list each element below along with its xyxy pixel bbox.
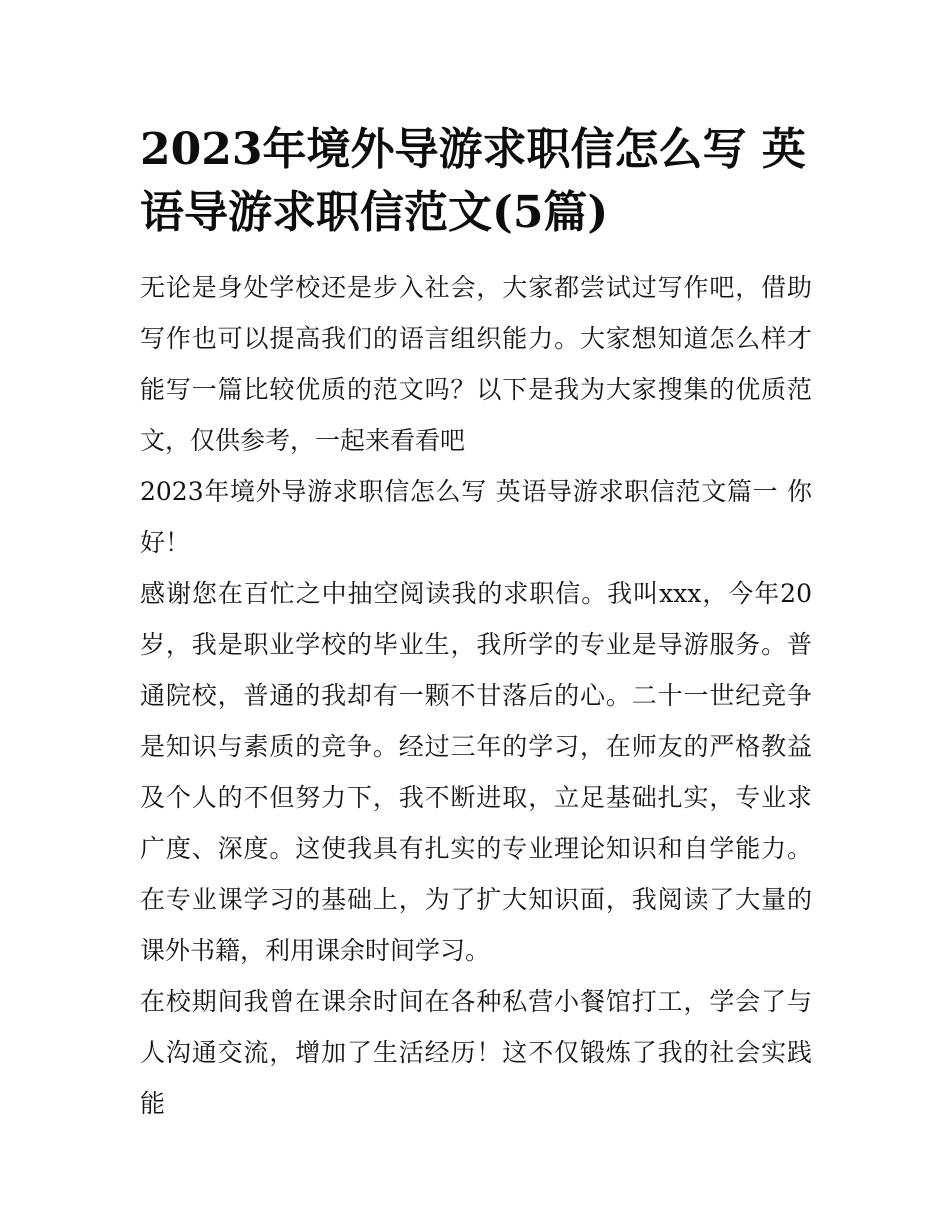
letter-heading-paragraph: 2023年境外导游求职信怎么写 英语导游求职信范文篇一 你好！ xyxy=(140,477,812,557)
body-paragraph: 感谢您在百忙之中抽空阅读我的求职信。我叫xxx，今年20岁，我是职业学校的毕业生，我所学的专业是导游服务。普通院校，普通的我却有一颗不甘落后的心。二十一世纪竞争是知识与素质的竞争。经过三年的学习，在师友的严格教益及个人的不但努力下，我不断进取，立足基础扎实，专业求广度、深度。这使我具有扎实的专业理论知识和自学能力。在专业课学习的基础上，为了扩大知识面，我阅读了大量的课外书籍，利用课余时间学习。 xyxy=(140,579,812,965)
intro-paragraph: 无论是身处学校还是步入社会，大家都尝试过写作吧，借助写作也可以提高我们的语言组织能力。大家想知道怎么样才能写一篇比较优质的范文吗？以下是我为大家搜集的优质范文，仅供参考，一起来看看吧 xyxy=(140,273,812,455)
document-page xyxy=(140,118,812,1129)
document-title: 2023年境外导游求职信怎么写 英语导游求职信范文(5篇) xyxy=(140,124,806,238)
body-paragraph: 在校期间我曾在课余时间在各种私营小餐馆打工，学会了与人沟通交流，增加了生活经历！这不仅锻炼了我的社会实践能 xyxy=(140,987,812,1118)
